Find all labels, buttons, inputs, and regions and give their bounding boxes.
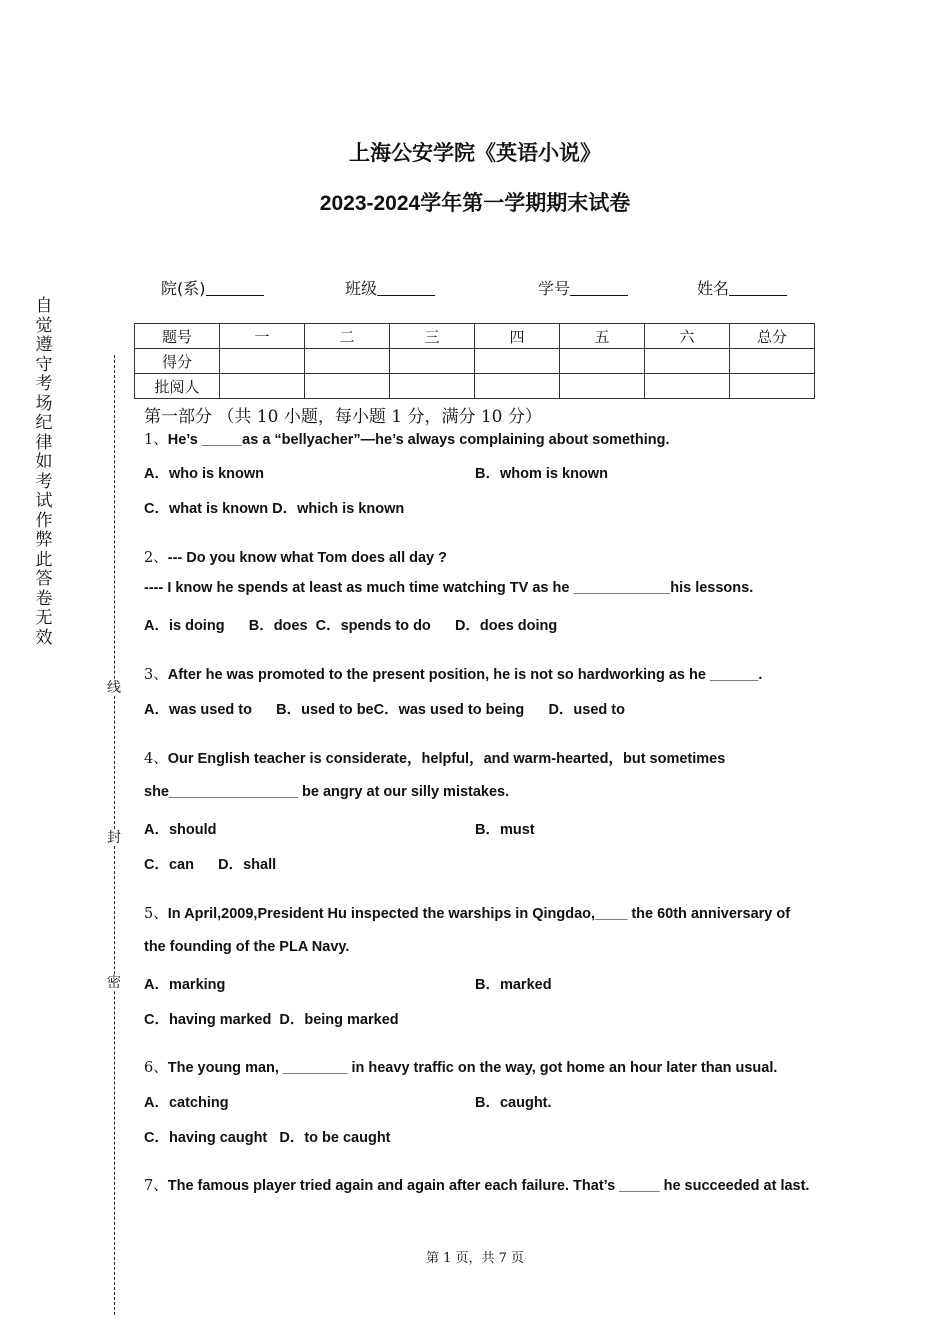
score-header-cell: 题号 xyxy=(135,324,220,349)
cut-mark-seal: 封 xyxy=(107,830,121,846)
info-field-student-id[interactable] xyxy=(538,276,628,299)
question-text: The young man, ________ in heavy traffic on the way, got home an hour later than usual. xyxy=(167,1060,778,1076)
question-4-option-b[interactable]: B．must xyxy=(475,822,535,838)
score-cell[interactable] xyxy=(220,374,305,399)
info-field-department[interactable] xyxy=(161,276,264,299)
notice-char: 自 xyxy=(35,296,53,316)
question-2-options[interactable]: A．is doing B．does C．spends to do D．does doing xyxy=(144,618,558,634)
score-table xyxy=(134,323,815,399)
question-text: --- Do you know what Tom does all day ? xyxy=(167,550,448,566)
notice-char: 答 xyxy=(35,569,53,589)
question-text: He’s _____as a “bellyacher”—he’s always complaining about something. xyxy=(167,432,670,448)
score-cell[interactable] xyxy=(645,349,730,374)
question-6-option-b[interactable]: B．caught. xyxy=(475,1095,552,1111)
question-4-stem xyxy=(144,747,725,768)
question-6-option-a[interactable]: A．catching xyxy=(144,1095,229,1111)
question-number: 5、 xyxy=(144,906,168,922)
question-1-option-b[interactable]: B．whom is known xyxy=(475,466,608,482)
score-header-cell: 四 xyxy=(475,324,560,349)
score-header-cell: 二 xyxy=(305,324,390,349)
score-header-cell: 三 xyxy=(390,324,475,349)
score-table-header-row xyxy=(135,324,815,349)
info-label-class: 班级 xyxy=(345,279,378,298)
notice-char: 作 xyxy=(35,510,53,531)
score-cell[interactable] xyxy=(220,349,305,374)
score-header-cell: 六 xyxy=(645,324,730,349)
notice-char: 此 xyxy=(35,549,53,570)
question-text: After he was promoted to the present position, he is not so hardworking as he ______. xyxy=(167,667,763,683)
question-number: 1、 xyxy=(144,432,168,448)
question-3-stem xyxy=(144,663,762,684)
question-number: 4、 xyxy=(144,751,168,767)
question-1-option-a[interactable]: A．who is known xyxy=(144,466,265,482)
section-heading: 第一部分 （共 10 小题，每小题 1 分，满分 10 分） xyxy=(144,407,542,427)
score-cell[interactable] xyxy=(730,374,815,399)
score-table-row xyxy=(135,374,815,399)
notice-char: 无 xyxy=(35,608,53,628)
score-header-cell: 一 xyxy=(220,324,305,349)
question-2-stem-line2: ---- I know he spends at least as much time watching TV as he ____________his lessons. xyxy=(144,580,754,596)
question-5-option-a[interactable]: A．marking xyxy=(144,977,226,993)
notice-char: 效 xyxy=(35,627,53,648)
question-5-stem-line2: the founding of the PLA Navy. xyxy=(144,939,350,955)
question-6-options-cd[interactable]: C．having caught D．to be caught xyxy=(144,1130,391,1146)
score-row-label: 批阅人 xyxy=(135,374,220,399)
notice-char: 纪 xyxy=(35,413,53,433)
question-text: Our English teacher is considerate，helpful，and warm-hearted，but sometimes xyxy=(167,751,726,767)
question-number: 3、 xyxy=(144,667,168,683)
cut-mark-secret: 密 xyxy=(107,975,121,991)
notice-char: 觉 xyxy=(35,315,53,336)
question-5-option-b[interactable]: B．marked xyxy=(475,977,552,993)
score-cell[interactable] xyxy=(560,349,645,374)
notice-char: 遵 xyxy=(35,335,53,355)
page-footer: 第 1 页，共 7 页 xyxy=(425,1251,525,1266)
info-blank-name[interactable] xyxy=(729,279,787,296)
cut-mark-line: 线 xyxy=(107,680,121,696)
question-7-stem xyxy=(144,1174,809,1195)
score-cell[interactable] xyxy=(645,374,730,399)
score-cell[interactable] xyxy=(475,349,560,374)
notice-char: 如 xyxy=(35,452,53,472)
integrity-notice-vertical xyxy=(33,297,55,648)
score-cell[interactable] xyxy=(475,374,560,399)
notice-char: 卷 xyxy=(35,588,53,609)
notice-char: 试 xyxy=(35,491,53,511)
info-blank-class[interactable] xyxy=(377,279,435,296)
question-4-option-a[interactable]: A．should xyxy=(144,822,217,838)
question-number: 7、 xyxy=(144,1178,168,1194)
score-cell[interactable] xyxy=(730,349,815,374)
score-row-label: 得分 xyxy=(135,349,220,374)
info-label-name: 姓名 xyxy=(697,279,730,298)
info-label-department: 院(系) xyxy=(161,279,206,298)
notice-char: 守 xyxy=(35,354,53,375)
question-text: In April,2009,President Hu inspected the warships in Qingdao,____ the 60th anniversary of xyxy=(167,906,791,922)
info-label-student-id: 学号 xyxy=(538,279,571,298)
question-1-options-cd[interactable]: C．what is known D．which is known xyxy=(144,501,405,517)
score-cell[interactable] xyxy=(390,349,475,374)
score-cell[interactable] xyxy=(390,374,475,399)
info-blank-department[interactable] xyxy=(206,279,264,296)
notice-char: 律 xyxy=(35,432,53,453)
notice-char: 弊 xyxy=(35,530,53,550)
notice-char: 场 xyxy=(35,393,53,414)
info-field-class[interactable] xyxy=(345,276,435,299)
question-2-stem xyxy=(144,546,447,567)
score-header-cell: 总分 xyxy=(730,324,815,349)
info-blank-student-id[interactable] xyxy=(570,279,628,296)
score-cell[interactable] xyxy=(560,374,645,399)
question-4-stem-line2: she________________ be angry at our silly mistakes. xyxy=(144,784,510,800)
question-5-options-cd[interactable]: C．having marked D．being marked xyxy=(144,1012,399,1028)
score-cell[interactable] xyxy=(305,349,390,374)
question-number: 2、 xyxy=(144,550,168,566)
question-1-stem xyxy=(144,428,670,449)
score-cell[interactable] xyxy=(305,374,390,399)
info-field-name[interactable] xyxy=(697,276,787,299)
question-text: The famous player tried again and again after each failure. That’s _____ he succeeded at last. xyxy=(167,1178,810,1194)
notice-char: 考 xyxy=(35,471,53,492)
question-5-stem xyxy=(144,902,790,923)
question-4-options-cd[interactable]: C．can D．shall xyxy=(144,857,277,873)
score-header-cell: 五 xyxy=(560,324,645,349)
question-6-stem xyxy=(144,1056,777,1077)
notice-char: 考 xyxy=(35,374,53,394)
exam-title-school: 上海公安学院《英语小说》 xyxy=(349,142,601,165)
score-table-row xyxy=(135,349,815,374)
question-3-options[interactable]: A．was used to B．used to beC．was used to being D．used to xyxy=(144,702,625,718)
question-number: 6、 xyxy=(144,1060,168,1076)
exam-title-term: 2023-2024学年第一学期期末试卷 xyxy=(319,192,631,215)
